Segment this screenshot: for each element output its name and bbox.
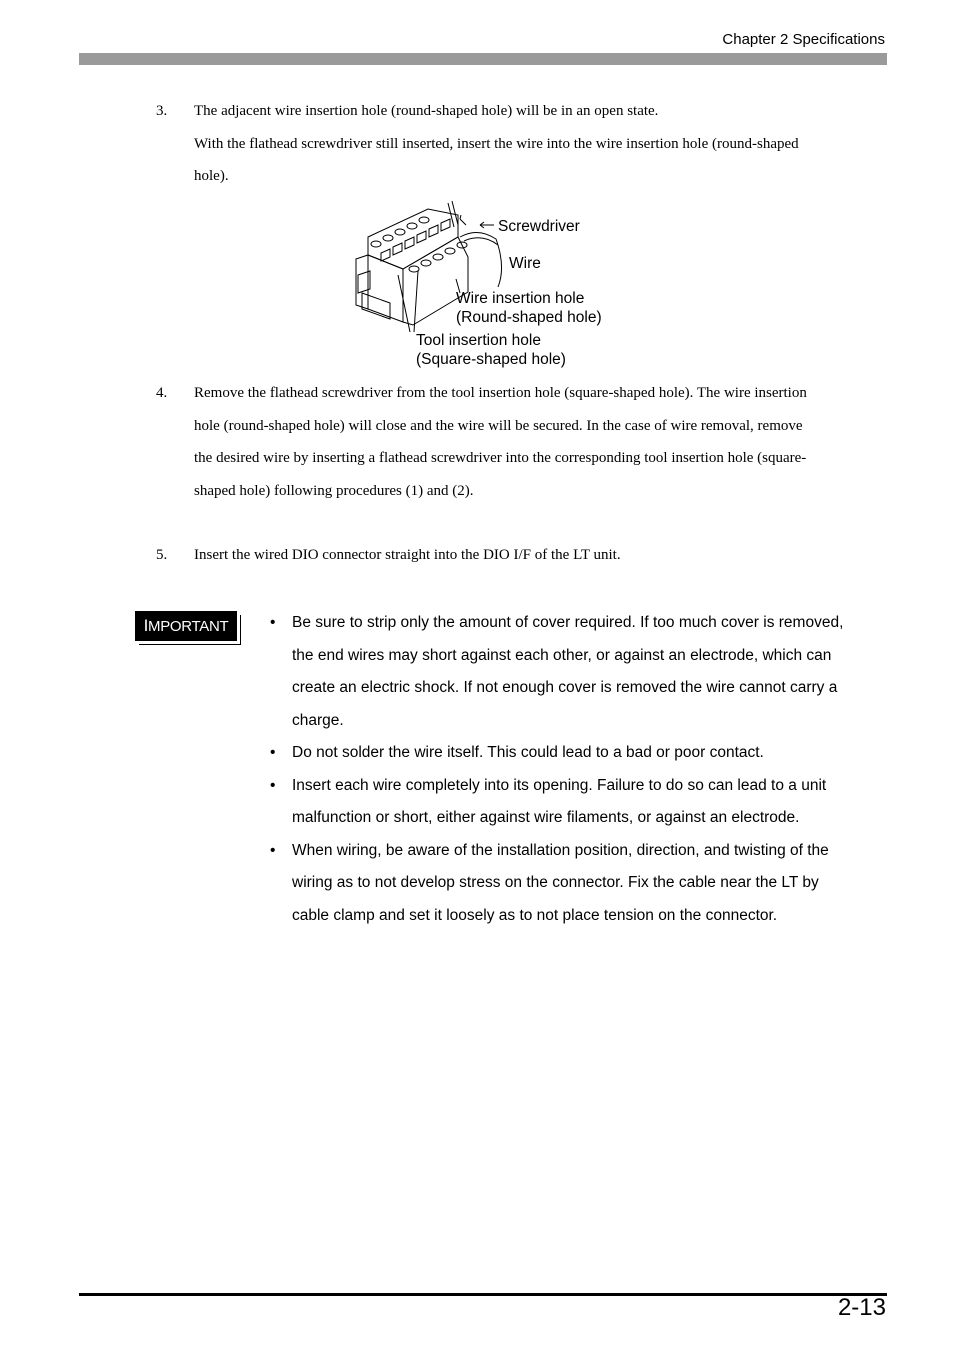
list-line: wiring as to not develop stress on the connector. Fix the cable near the LT by bbox=[292, 874, 819, 891]
connector-figure bbox=[348, 197, 628, 372]
list-line: cable clamp and set it loosely as to not place tension on the connector. bbox=[292, 906, 778, 924]
label-screwdriver: Screwdriver bbox=[498, 218, 580, 235]
step-line: Remove the flathead screwdriver from the tool insertion hole (square-shaped hole). The wire insertion bbox=[194, 385, 807, 401]
header-rule bbox=[79, 53, 887, 65]
label-wire-hole: Wire insertion hole bbox=[456, 290, 585, 307]
step-line: hole). bbox=[194, 168, 229, 184]
step-line: With the flathead screwdriver still inserted, insert the wire into the wire insertion hole (round-shaped bbox=[194, 135, 799, 152]
list-line: malfunction or short, either against wire filaments, or against an electrode. bbox=[292, 809, 800, 826]
step-line: hole (round-shaped hole) will close and the wire will be secured. In the case of wire removal, remove bbox=[194, 417, 803, 434]
list-line: the end wires may short against each other, or against an electrode, which can bbox=[292, 646, 832, 664]
step-line: The adjacent wire insertion hole (round-shaped hole) will be in an open state. bbox=[194, 103, 659, 119]
list-line: Insert each wire completely into its opening. Failure to do so can lead to a unit bbox=[292, 776, 827, 794]
important-badge bbox=[135, 611, 237, 641]
bullet-glyph: • bbox=[270, 841, 276, 859]
list-item bbox=[268, 835, 888, 933]
step-line: Insert the wired DIO connector straight into the DIO I/F of the LT unit. bbox=[194, 547, 621, 563]
list-line: Be sure to strip only the amount of cover required. If too much cover is removed, bbox=[292, 614, 844, 631]
list-item bbox=[268, 737, 888, 770]
badge-initial: I bbox=[143, 616, 149, 635]
list-line: create an electric shock. If not enough cover is removed the wire cannot carry a bbox=[292, 679, 838, 696]
step-text bbox=[194, 539, 880, 572]
list-line: When wiring, be aware of the installation position, direction, and twisting of the bbox=[292, 841, 829, 859]
list-line: Do not solder the wire itself. This could lead to a bad or poor contact. bbox=[292, 744, 764, 761]
step-line: the desired wire by inserting a flathead screwdriver into the corresponding tool insertion hole (square- bbox=[194, 450, 807, 466]
list-item bbox=[268, 607, 888, 737]
bullet-glyph: • bbox=[270, 776, 276, 794]
label-wire: Wire bbox=[509, 255, 541, 272]
step-number: 5. bbox=[156, 547, 168, 563]
footer-rule bbox=[79, 1293, 887, 1296]
label-tool-hole: Tool insertion hole bbox=[416, 332, 541, 349]
step-line: shaped hole) following procedures (1) and (2). bbox=[194, 482, 474, 499]
label-wire-hole-shape: (Round-shaped hole) bbox=[456, 309, 602, 326]
step-text bbox=[194, 377, 880, 507]
page-number: 2-13 bbox=[837, 1294, 886, 1321]
step-number: 4. bbox=[156, 385, 168, 401]
important-list bbox=[268, 607, 888, 932]
bullet-glyph: • bbox=[270, 744, 276, 761]
step-number: 3. bbox=[156, 103, 168, 119]
label-tool-hole-shape: (Square-shaped hole) bbox=[416, 351, 566, 368]
chapter-header: Chapter 2 Specifications bbox=[722, 31, 885, 48]
list-item bbox=[268, 770, 888, 835]
list-line: charge. bbox=[292, 711, 344, 729]
badge-text: MPORTANT bbox=[148, 618, 229, 635]
bullet-glyph: • bbox=[270, 614, 276, 631]
step-text bbox=[194, 95, 880, 193]
